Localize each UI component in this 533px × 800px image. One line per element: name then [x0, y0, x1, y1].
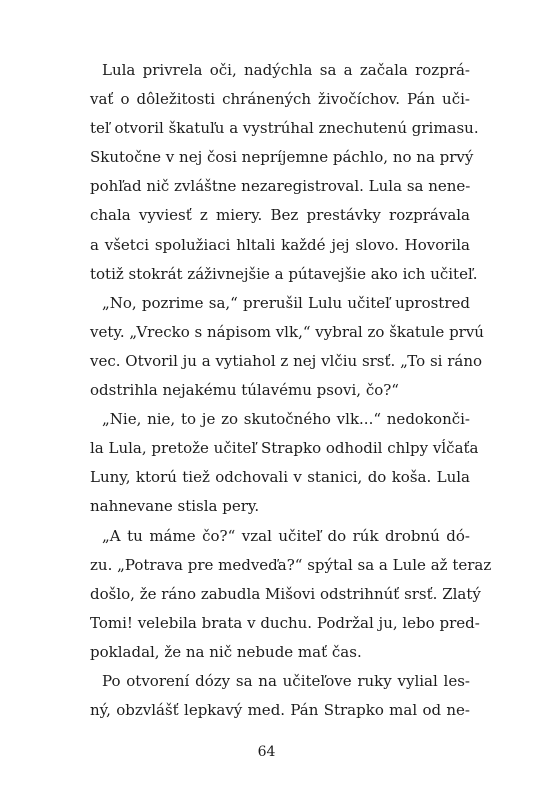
text-line: totiž stokrát záživnejšie a pútavejšie ako ich učiteľ. [90, 264, 478, 283]
paragraph-4 [90, 522, 492, 667]
text-line: pohľad nič zvláštne nezaregistroval. Lula sa nene- [90, 177, 471, 196]
text-line: „No, pozrime sa,“ prerušil Lulu učiteľ uprostred [102, 293, 470, 312]
page-body [90, 56, 492, 725]
text-line: chala vyviesť z miery. Bez prestávky rozprávala [90, 206, 470, 225]
text-line: Tomi! velebila brata v duchu. Podržal ju, lebo pred- [90, 613, 480, 632]
text-line: Luny, ktorú tiež odchovali v stanici, do koša. Lula [90, 468, 470, 487]
text-line: ný, obzvlášť lepkavý med. Pán Strapko mal od ne- [90, 701, 470, 720]
page-number: 64 [257, 744, 276, 760]
text-line: teľ otvoril škatuľu a vystrúhal znechutenú grimasu. [90, 119, 479, 138]
text-line: Skutočne v nej čosi nepríjemne páchlo, no na prvý [90, 148, 474, 167]
text-line: Po otvorení dózy sa na učiteľove ruky vylial les- [102, 671, 470, 690]
text-line: a všetci spolužiaci hltali každé jej slovo. Hovorila [90, 235, 470, 254]
text-line: pokladal, že na nič nebude mať čas. [90, 642, 362, 661]
paragraph-3 [90, 405, 479, 521]
text-line: la Lula, pretože učiteľ Strapko odhodil chlpy vĺčaťa [90, 439, 479, 458]
text-line: odstrihla nejakému túlavému psovi, čo?“ [90, 381, 399, 400]
text-line: vety. „Vrecko s nápisom vlk,“ vybral zo škatule prvú [90, 322, 484, 341]
text-line: došlo, že ráno zabudla Mišovi odstrihnúť srsť. Zlatý [90, 584, 481, 603]
text-line: „A tu máme čo?“ vzal učiteľ do rúk drobnú dó- [102, 526, 470, 545]
paragraph-5 [90, 667, 470, 725]
text-line: nahnevane stisla pery. [90, 497, 260, 516]
text-line: zu. „Potrava pre medveďa?“ spýtal sa a Lule až teraz [90, 555, 492, 574]
paragraph-2 [90, 289, 484, 405]
text-line: „Nie, nie, to je zo skutočného vlk...“ nedokonči- [102, 410, 470, 429]
text-line: vať o dôležitosti chránených živočíchov. Pán uči- [90, 90, 470, 109]
text-line: vec. Otvoril ju a vytiahol z nej vlčiu srsť. „To si ráno [90, 351, 483, 370]
paragraph-1 [90, 56, 479, 289]
text-line: Lula privrela oči, nadýchla sa a začala rozprá- [102, 61, 470, 79]
